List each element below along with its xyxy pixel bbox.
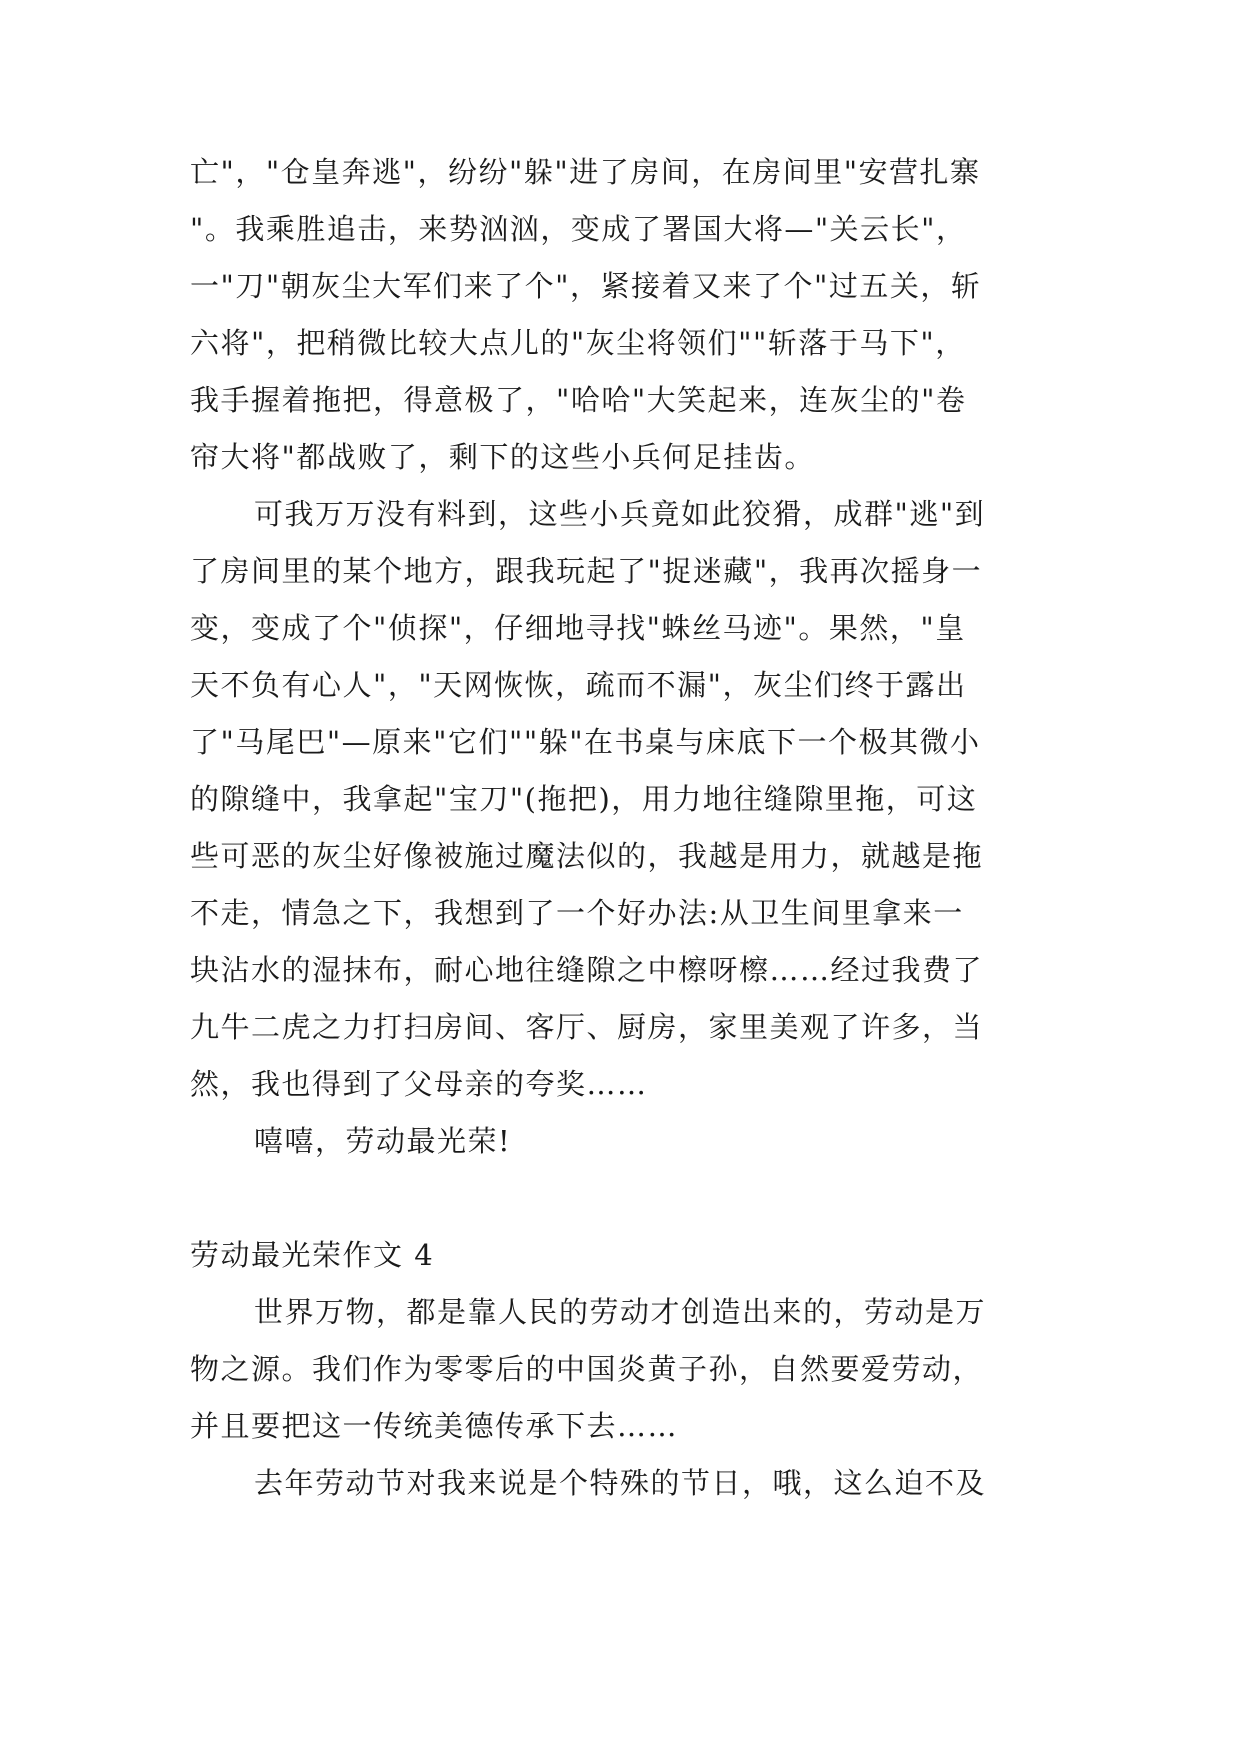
paragraph-start-line: 可我万万没有料到，这些小兵竟如此狡猾，成群"逃"到 — [254, 497, 986, 531]
text-line: 了房间里的某个地方，跟我玩起了"捉迷藏"，我再次摇身一 — [190, 554, 983, 588]
text-line: 并且要把这一传统美德传承下去…… — [190, 1409, 679, 1443]
text-line: 的隙缝中，我拿起"宝刀"(拖把)，用力地往缝隙里拖，可这 — [190, 782, 978, 816]
text-line: 变，变成了个"侦探"，仔细地寻找"蛛丝马迹"。果然，"皇 — [190, 611, 966, 645]
text-line: 六将"，把稍微比较大点儿的"灰尘将领们""斩落于马下"， — [190, 326, 966, 360]
text-line: "。我乘胜追击，来势汹汹，变成了署国大将—"关云长"， — [190, 212, 967, 246]
paragraph-start-line: 世界万物，都是靠人民的劳动才创造出来的，劳动是万 — [254, 1295, 987, 1329]
text-line: 然，我也得到了父母亲的夸奖…… — [190, 1067, 648, 1101]
text-line: 亡"，"仓皇奔逃"，纷纷"躲"进了房间，在房间里"安营扎寨 — [190, 155, 981, 189]
text-line: 九牛二虎之力打扫房间、客厅、厨房，家里美观了许多，当 — [190, 1010, 984, 1044]
text-line: 不走，情急之下，我想到了一个好办法:从卫生间里拿来一 — [190, 896, 964, 930]
paragraph-start-line: 去年劳动节对我来说是个特殊的节日，哦，这么迫不及 — [254, 1466, 987, 1500]
paragraph-start-line: 嘻嘻，劳动最光荣! — [254, 1124, 512, 1158]
text-line: 了"马尾巴"—原来"它们""躲"在书桌与床底下一个极其微小 — [190, 725, 981, 759]
text-line: 天不负有心人"，"天网恢恢，疏而不漏"，灰尘们终于露出 — [190, 668, 967, 702]
text-line: 我手握着拖把，得意极了，"哈哈"大笑起来，连灰尘的"卷 — [190, 383, 967, 417]
section-heading: 劳动最光荣作文 4 — [190, 1238, 435, 1272]
text-line: 一"刀"朝灰尘大军们来了个"，紧接着又来了个"过五关，斩 — [190, 269, 982, 303]
text-line: 物之源。我们作为零零后的中国炎黄子孙，自然要爱劳动， — [190, 1352, 984, 1386]
text-line: 帘大将"都战败了，剩下的这些小兵何足挂齿。 — [190, 440, 815, 474]
text-line: 些可恶的灰尘好像被施过魔法似的，我越是用力，就越是拖 — [190, 839, 984, 873]
text-line: 块沾水的湿抹布，耐心地往缝隙之中檫呀檫……经过我费了 — [190, 953, 984, 987]
